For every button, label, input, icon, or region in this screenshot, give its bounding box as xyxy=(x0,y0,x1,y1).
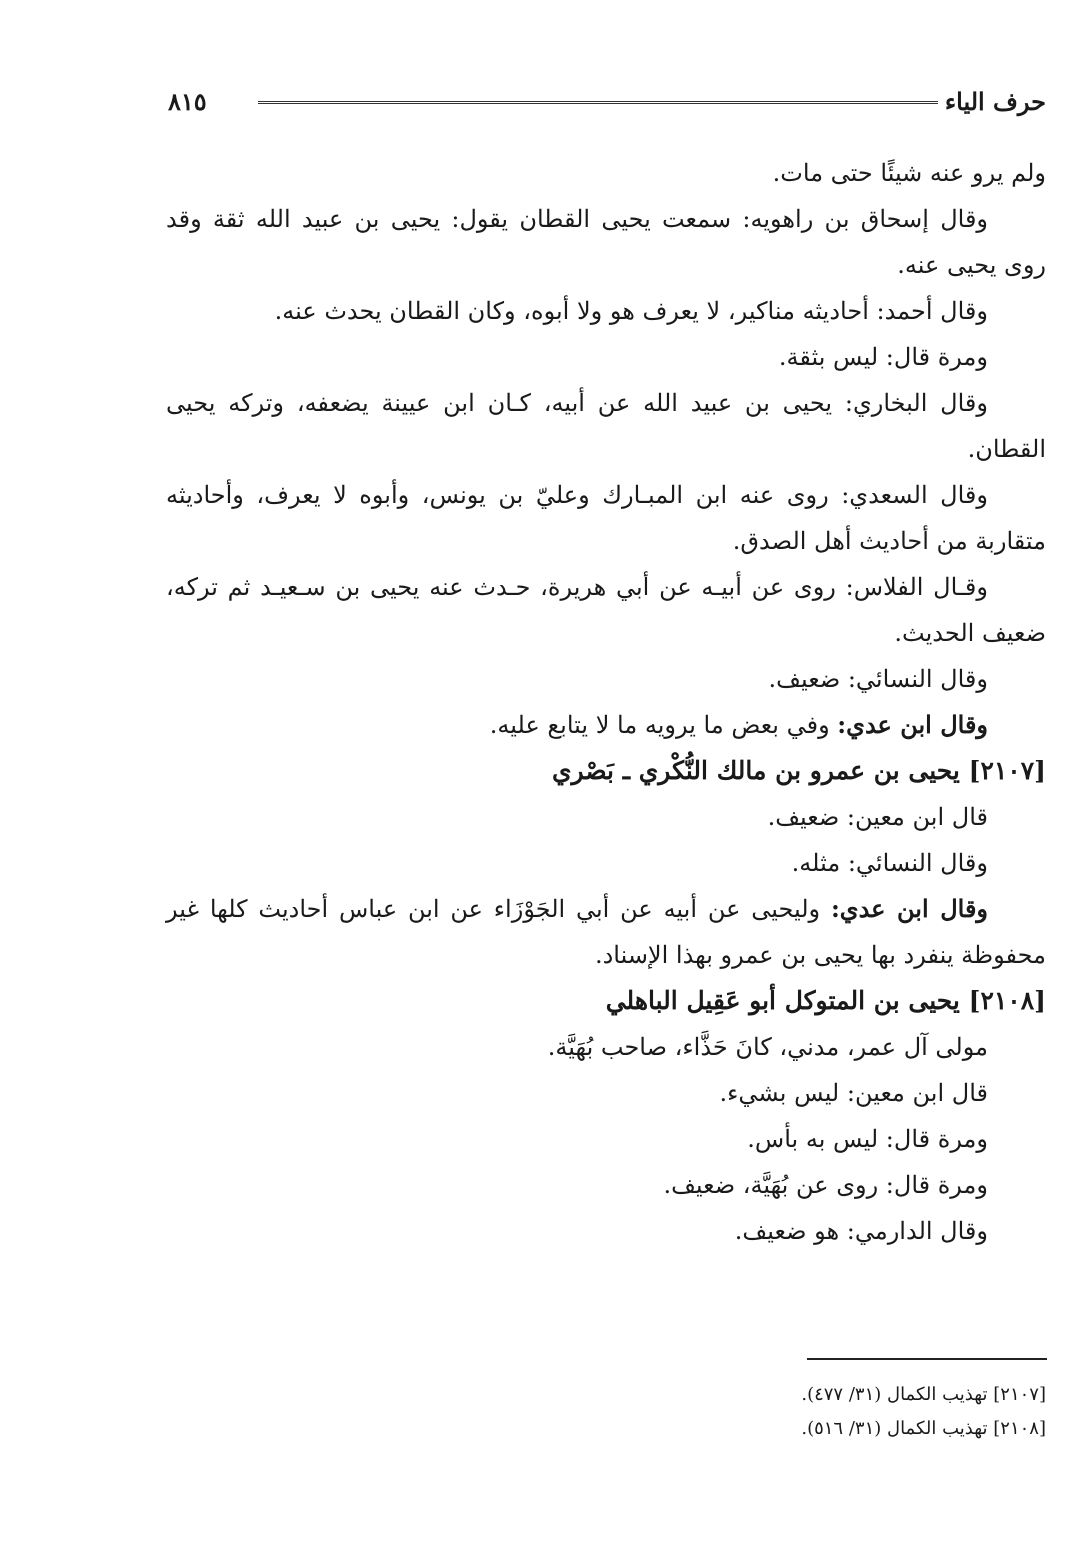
quote-text: وليحيى عن أبيه عن أبي الجَوْزَاء عن ابن عباس أحاديث كلها غير محفوظة ينفرد بها يحيى بن عمرو بهذا الإسناد. xyxy=(166,895,1046,969)
footnote-separator xyxy=(807,1358,1047,1360)
entry-line: ومرة قال: روى عن بُهَيَّة، ضعيف. xyxy=(663,1171,988,1199)
paragraph: ولم يرو عنه شيئًا حتى مات. xyxy=(772,159,1046,187)
footnotes xyxy=(446,1378,1046,1446)
quote-text: وفي بعض ما يرويه ما لا يتابع عليه. xyxy=(489,711,838,739)
entry-line: قال ابن معين: ضعيف. xyxy=(767,803,988,831)
chapter-title: حرف الياء xyxy=(944,87,1046,116)
entry-line: وقال النسائي: مثله. xyxy=(791,849,988,877)
ibn-adi-quote xyxy=(166,702,1046,748)
entry-line: ومرة قال: ليس به بأس. xyxy=(747,1125,988,1153)
header-rule xyxy=(258,101,938,104)
ibn-adi-quote xyxy=(166,886,1046,978)
entry-line: مولى آل عمر، مدني، كانَ حَذَّاء، صاحب بُهَيَّة. xyxy=(547,1033,988,1061)
footnote: [٢١٠٧] تهذيب الكمال (٣١/ ٤٧٧). xyxy=(801,1384,1046,1405)
paragraph: وقال النسائي: ضعيف. xyxy=(768,665,988,693)
entry-title-2107: [٢١٠٧] يحيى بن عمرو بن مالك النُّكْري ـ بَصْري xyxy=(551,756,1046,785)
paragraph: وقال السعدي: روى عنه ابن المبـارك وعليّ بن يونس، وأبوه لا يعرف، وأحاديثه متقاربة من أحاديث أهل الصدق. xyxy=(166,481,1046,555)
paragraph: وقال البخاري: يحيى بن عبيد الله عن أبيه، كـان ابن عيينة يضعفه، وتركه يحيى القطان. xyxy=(166,389,1046,463)
paragraph: وقال أحمد: أحاديثه مناكير، لا يعرف هو ولا أبوه، وكان القطان يحدث عنه. xyxy=(274,297,988,325)
page-number: ٨١٥ xyxy=(168,87,207,116)
footnote: [٢١٠٨] تهذيب الكمال (٣١/ ٥١٦). xyxy=(801,1418,1046,1439)
quote-label: وقال ابن عدي: xyxy=(830,894,989,923)
quote-label: وقال ابن عدي: xyxy=(837,710,988,739)
paragraph: ومرة قال: ليس بثقة. xyxy=(778,343,988,371)
paragraph: وقـال الفلاس: روى عن أبيـه عن أبي هريرة، حـدث عنه يحيى بن سـعيـد ثم تركه، ضعيف الحديث. xyxy=(166,573,1046,647)
page-body xyxy=(166,150,1046,1254)
paragraph: وقال إسحاق بن راهويه: سمعت يحيى القطان يقول: يحيى بن عبيد الله ثقة وقد روى يحيى عنه. xyxy=(166,205,1046,279)
entry-line: وقال الدارمي: هو ضعيف. xyxy=(734,1217,988,1245)
entry-line: قال ابن معين: ليس بشيء. xyxy=(719,1079,988,1107)
page-header xyxy=(168,82,1046,122)
entry-title-2108: [٢١٠٨] يحيى بن المتوكل أبو عَقِيل الباهلي xyxy=(605,986,1046,1015)
